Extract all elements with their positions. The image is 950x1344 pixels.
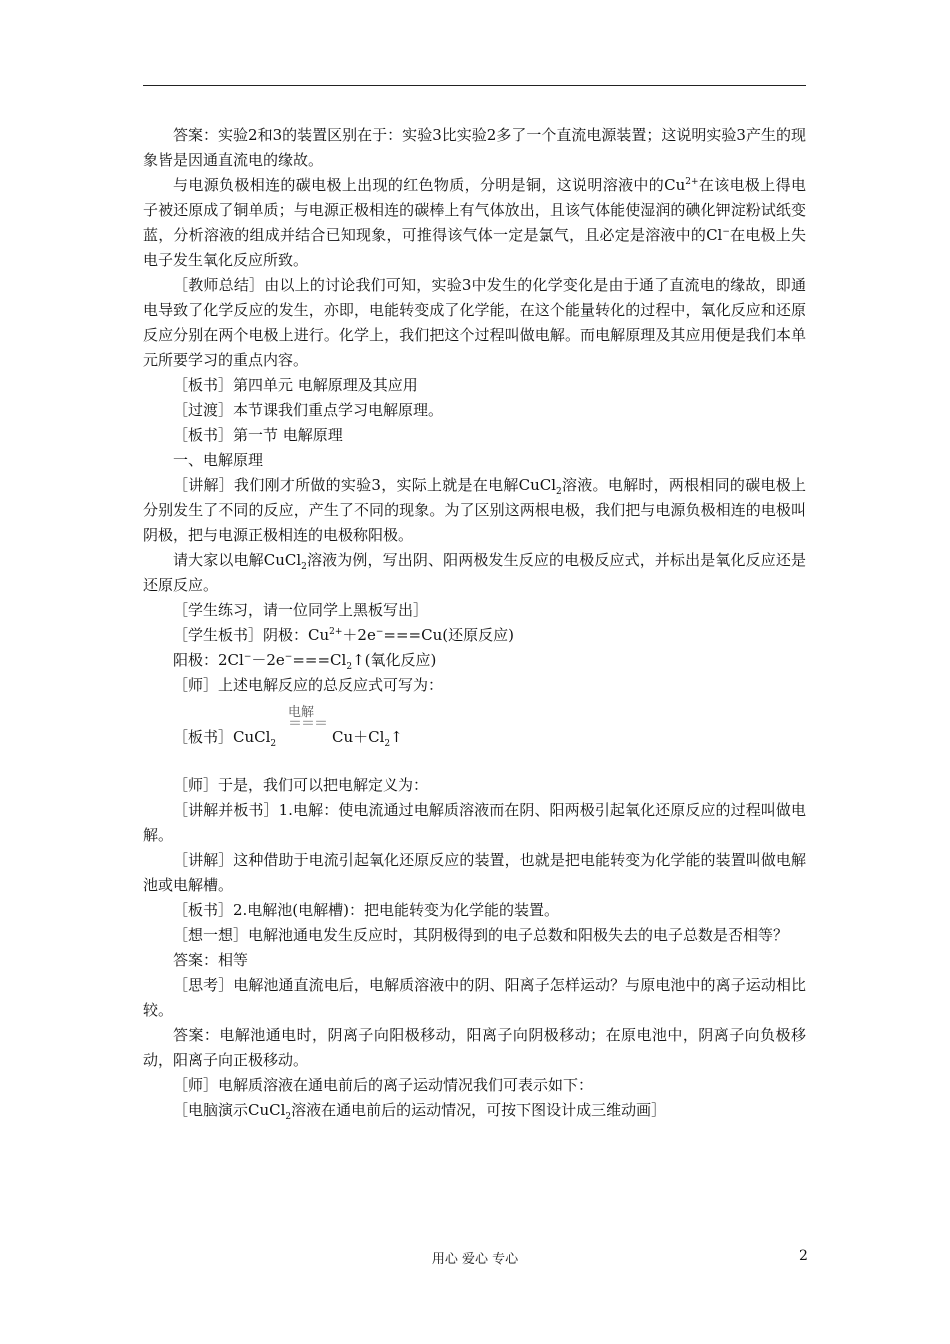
paragraph: ［电脑演示CuCl$_2$溶液在通电前后的运动情况，可按下图设计成三维动画］ [173,1101,667,1122]
paragraph: ［师］于是，我们可以把电解定义为： [173,776,429,794]
paragraphs-bottom [143,773,806,1123]
paragraph: 阳极：$2Cl^--2e^-===Cl_2↑$(氧化反应) [173,651,437,672]
equation-equals-sign: ＝＝＝ [288,716,327,732]
paragraph: ［思考］电解池通直流电后，电解质溶液中的阴、阳离子怎样运动？与原电池中的离子运动相比较。 [143,976,806,1019]
paragraph: ［讲解］我们刚才所做的实验3，实际上就是在电解CuCl$_2$溶液。电解时，两根相同的碳电极上分别发生了不同的反应，产生了不同的现象。为了区别这两根电极，我们把与电源负极相连的电极叫阴极，把与电源正极相连的电极称阳极。 [143,476,806,544]
electrolysis-equation [143,698,806,773]
paragraph: ［教师总结］由以上的讨论我们可知，实验3中发生的化学变化是由于通了直流电的缘故，即通电导致了化学反应的发生，亦即，电能转变成了化学能，在这个能量转化的过程中，氧化反应和还原反应分别在两个电极上进行。化学上，我们把这个过程叫做电解。而电解原理及其应用便是我们本单元所要学习的重点内容。 [143,276,806,369]
paragraph: ［学生练习，请一位同学上黑板写出］ [173,601,429,619]
header-rule [143,85,806,86]
equation-condition-label: 电解 [288,705,315,720]
equation-right-side: $Cu+Cl_2↑$ [332,728,403,749]
paragraph: ［过渡］本节课我们重点学习电解原理。 [173,401,444,419]
paragraph: 答案：相等 [173,951,249,969]
paragraph: ［师］电解质溶液在通电前后的离子运动情况我们可表示如下： [173,1076,594,1094]
paragraph: ［板书］第一节 电解原理 [173,426,343,444]
footer-motto: 用心 爱心 专心 [431,1252,519,1267]
paragraph: 与电源负极相连的碳电极上出现的红色物质，分明是铜，这说明溶液中的$Cu^{2+}$在该电极上得电子被还原成了铜单质；与电源正极相连的碳棒上有气体放出，且该气体能使湿润的碘化钾淀粉试纸变蓝，分析溶液的组成并结合已知现象，可推得该气体一定是氯气，且必定是溶液中的Cl−在电极上失电子发生氧化反应所致。 [143,176,806,269]
paragraph: 答案：电解池通电时，阴离子向阳极移动，阳离子向阴极移动；在原电池中，阴离子向负极移动，阳离子向正极移动。 [143,1026,806,1069]
paragraph: ［讲解并板书］1.电解：使电流通过电解质溶液而在阴、阳两极引起氧化还原反应的过程叫做电解。 [143,801,806,844]
page-number: 2 [799,1248,808,1264]
paragraph: ［师］上述电解反应的总反应式可写为： [173,676,444,694]
paragraph: ［板书］2.电解池(电解槽)：把电能转变为化学能的装置。 [173,901,560,919]
document-body [143,123,806,1123]
paragraph: ［想一想］电解池通电发生反应时，其阴极得到的电子总数和阳极失去的电子总数是否相等？ [173,926,789,944]
paragraph: ［板书］第四单元 电解原理及其应用 [173,376,418,394]
equation-left-side: ［板书］CuCl$_2$ [173,728,277,749]
paragraph: ［讲解］这种借助于电流引起氧化还原反应的装置，也就是把电能转变为化学能的装置叫做电解池或电解槽。 [143,851,806,894]
paragraphs-top [143,123,806,698]
paragraph: 一、电解原理 [173,451,264,469]
paragraph: ［学生板书］阴极：$Cu^{2+}+2e^-===Cu$(还原反应) [173,626,514,644]
paragraph: 请大家以电解CuCl$_2$溶液为例，写出阴、阳两极发生反应的电极反应式，并标出是氧化反应还是还原反应。 [143,551,806,594]
paragraph: 答案：实验2和3的装置区别在于：实验3比实验2多了一个直流电源装置；这说明实验3产生的现象皆是因通直流电的缘故。 [143,126,806,169]
